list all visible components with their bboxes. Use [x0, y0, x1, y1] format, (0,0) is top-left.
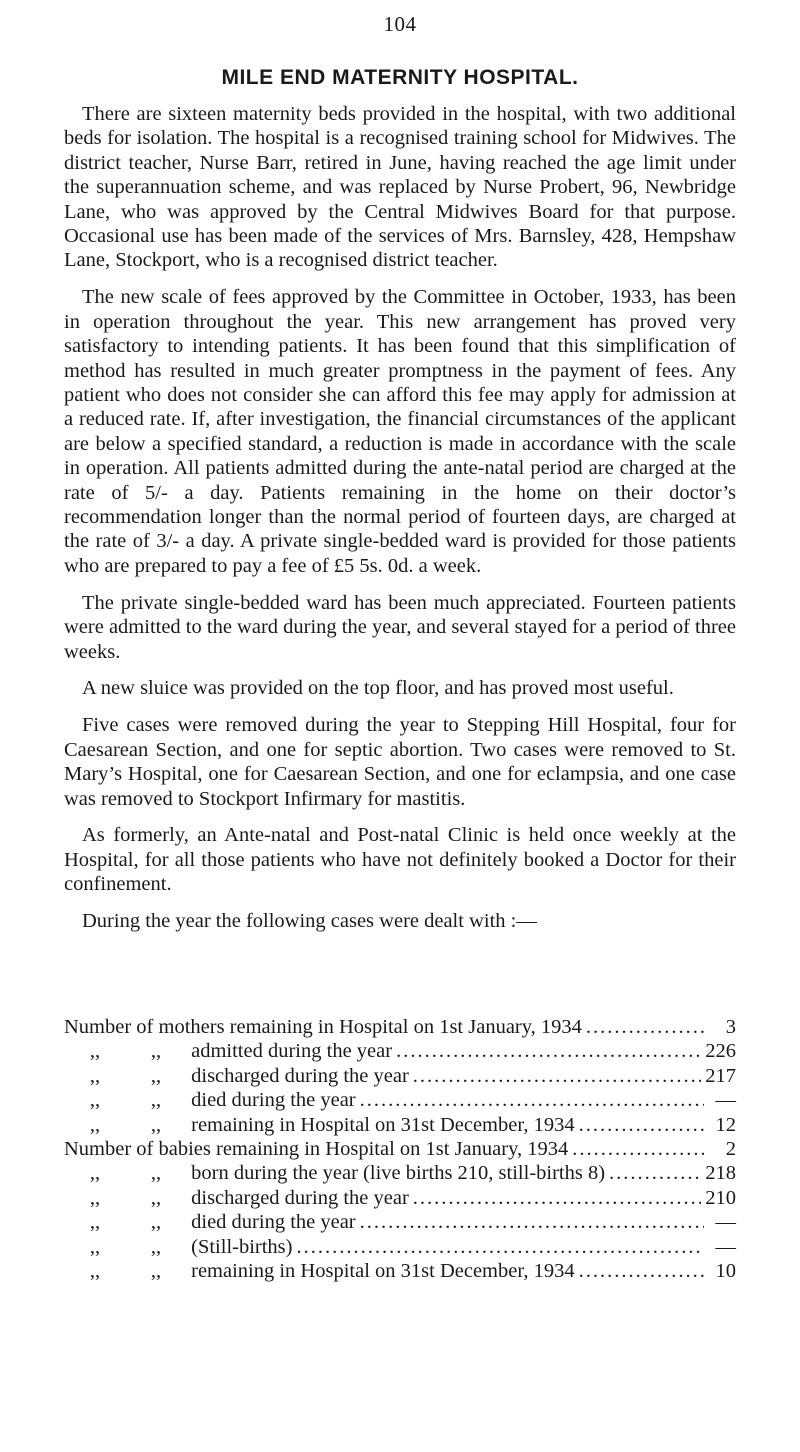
- ditto-mark: ,,: [89, 1235, 101, 1258]
- body-text: [64, 102, 736, 946]
- row-label: remaining in Hospital on 31st December, 1934: [191, 1113, 575, 1136]
- leader-dots: [413, 1186, 701, 1210]
- cases-table: [64, 1015, 736, 1283]
- leader-dots: [413, 1064, 701, 1088]
- ditto-mark: ,,: [150, 1089, 162, 1112]
- ditto-mark: ,,: [89, 1089, 101, 1112]
- leader-dots: [396, 1039, 701, 1063]
- paragraph-beds: There are sixteen maternity beds provided in the hospital, with two additional beds for isolation. The hospital is a recognised training school for Midwives. The district teacher, Nurse Barr, retired in June, having reached the age limit under the superannuation scheme, and was replaced by Nurse Probert, 96, Newbridge Lane, who was approved by the Central Midwives Board for that purpose. Occasional use has been made of the services of Mrs. Barnsley, 428, Hempshaw Lane, Stockport, who is a recognised district teacher.: [64, 103, 736, 272]
- row-label: discharged during the year: [191, 1186, 409, 1209]
- ditto-mark: ,,: [89, 1260, 101, 1283]
- row-value: 12: [715, 1113, 736, 1136]
- leader-dots: [579, 1113, 704, 1137]
- leader-dots: [572, 1137, 704, 1161]
- row-value: —: [715, 1211, 736, 1234]
- page-number: 104: [383, 12, 417, 36]
- row-label: remaining in Hospital on 1st January, 1934: [229, 1016, 582, 1038]
- leader-dots: [586, 1015, 704, 1039]
- row-value: 3: [725, 1016, 736, 1038]
- row-label: died during the year: [191, 1211, 356, 1234]
- row-label: discharged during the year: [191, 1064, 409, 1087]
- row-value: 2: [725, 1138, 736, 1161]
- table-row: [64, 1113, 736, 1137]
- paragraph-private-ward: The private single-bedded ward has been much appreciated. Fourteen patients were admitted to the ward during the year, and several stayed for a period of three weeks.: [64, 591, 736, 663]
- ditto-mark: ,,: [150, 1064, 162, 1087]
- row-label: remaining in Hospital on 31st December, 1934: [191, 1260, 575, 1283]
- leader-dots: [609, 1161, 701, 1185]
- ditto-mark: ,,: [150, 1235, 162, 1258]
- ditto-mark: ,,: [150, 1162, 162, 1185]
- row-value: 218: [705, 1162, 736, 1185]
- leader-dots: [360, 1088, 704, 1112]
- page-title: MILE END MATERNITY HOSPITAL.: [221, 66, 579, 89]
- ditto-mark: ,,: [89, 1040, 101, 1063]
- ditto-mark: ,,: [150, 1260, 162, 1283]
- ditto-mark: ,,: [89, 1162, 101, 1185]
- row-value: 217: [705, 1064, 736, 1087]
- table-row: [64, 1161, 736, 1185]
- leader-dots: [579, 1259, 704, 1283]
- ditto-mark: ,,: [150, 1211, 162, 1234]
- row-label: admitted during the year: [191, 1040, 393, 1063]
- row-lead: Number of babies: [64, 1138, 211, 1161]
- paragraph-clinic: As formerly, an Ante-natal and Post-natal Clinic is held once weekly at the Hospital, for all those patients who have not definitely booked a Doctor for their confinement.: [64, 824, 736, 896]
- ditto-mark: ,,: [150, 1186, 162, 1209]
- paragraph-sluice: A new sluice was provided on the top floor, and has proved most useful.: [82, 677, 674, 700]
- table-row: [64, 1235, 736, 1259]
- table-row: [64, 1137, 736, 1161]
- ditto-mark: ,,: [150, 1040, 162, 1063]
- paragraph-fees: The new scale of fees approved by the Committee in October, 1933, has been in operation throughout the year. This new arrangement has proved very satisfactory to intending patients. It has been found that this simplification of method has resulted in much greater promptness in the payment of fees. Any patient who does not consider she can afford this fee may apply for admission at a reduced rate. If, after investigation, the financial circumstances of the applicant are below a specified standard, a reduction is made in accordance with the scale in operation. All patients admitted during the ante-natal period are charged at the rate of 5/- a day. Patients remaining in the home on their doctor’s recommendation longer than the normal period of fourteen days, are charged at the rate of 3/- a day. A private single-bedded ward is provided for those patients who are prepared to pay a fee of £5 5s. 0d. a week.: [64, 286, 736, 577]
- table-row: [64, 1039, 736, 1063]
- table-row: [64, 1259, 736, 1283]
- table-row: [64, 1064, 736, 1088]
- row-label: remaining in Hospital on 1st January, 1934: [216, 1138, 569, 1161]
- row-label: born during the year (live births 210, still-births 8): [191, 1162, 606, 1185]
- leader-dots: [360, 1210, 704, 1234]
- row-value: —: [715, 1089, 736, 1112]
- leader-dots: [296, 1235, 704, 1259]
- row-value: —: [715, 1235, 736, 1258]
- table-row: [64, 1015, 736, 1039]
- ditto-mark: ,,: [150, 1113, 162, 1136]
- ditto-mark: ,,: [89, 1211, 101, 1234]
- row-label: died during the year: [191, 1089, 356, 1112]
- row-value: 210: [705, 1186, 736, 1209]
- paragraph-cases-intro: During the year the following cases were dealt with :—: [82, 910, 537, 933]
- table-row: [64, 1210, 736, 1234]
- row-label: (Still-births): [191, 1235, 293, 1258]
- row-value: 10: [715, 1260, 736, 1283]
- paragraph-removals: Five cases were removed during the year to Stepping Hill Hospital, four for Caesarean Section, and one for septic abortion. Two cases were removed to St. Mary’s Hospital, one for Caesarean Section, and one for eclampsia, and one case was removed to Stockport Infirmary for mastitis.: [64, 714, 736, 810]
- ditto-mark: ,,: [89, 1113, 101, 1136]
- table-row: [64, 1186, 736, 1210]
- row-lead: Number of mothers: [64, 1016, 225, 1038]
- ditto-mark: ,,: [89, 1064, 101, 1087]
- table-row: [64, 1088, 736, 1112]
- ditto-mark: ,,: [89, 1186, 101, 1209]
- row-value: 226: [705, 1040, 736, 1063]
